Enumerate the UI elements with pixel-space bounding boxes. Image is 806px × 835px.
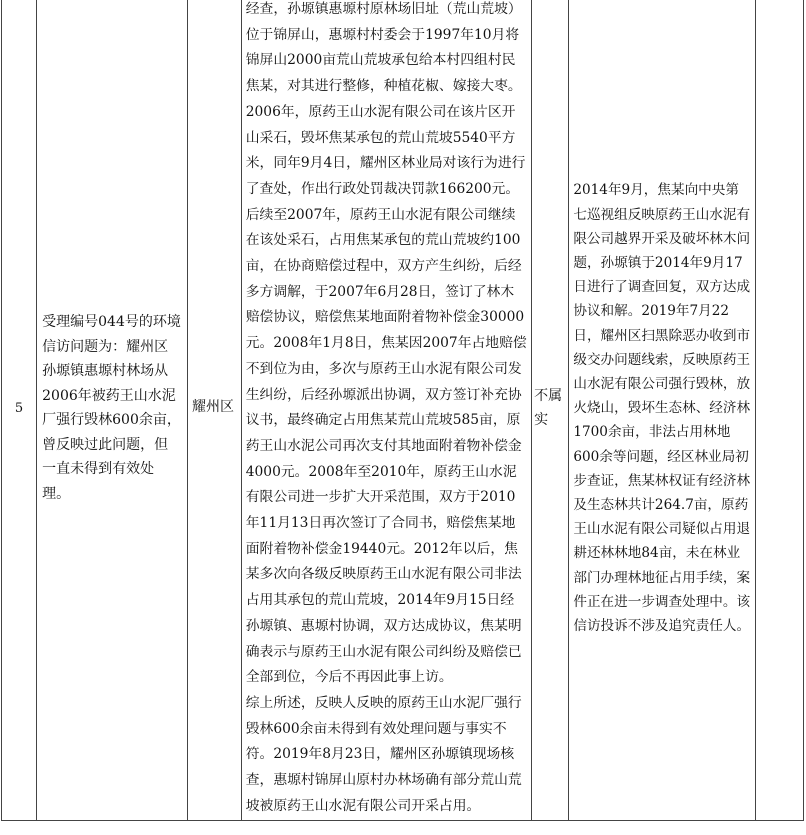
extra-cell: [756, 0, 804, 820]
issue-cell: [37, 0, 188, 820]
handling-text: 2014年9月，焦某向中央第七巡视组反映原药王山水泥有限公司越界开采及破坏林木问题，孙塬镇于2014年9月17日进行了调查回复，双方达成协议和解。2019年7月22日，耀州区扫黑除恶办收到市级交办问题线索，反映原药王山水泥有限公司强行毁林，放火烧山，毁坏生态林、经济林1700余亩，非法占用林地600余等问题，经区林业局初步查证，焦某林权证有经济林及生态林共计264.7亩，原药王山水泥有限公司疑似占用退耕还林林地84亩，未在林业部门办理林地征占用手续，案件正在进一步调查处理中。该信访投诉不涉及追究责任人。: [573, 182, 751, 634]
district-text: 耀州区: [192, 399, 235, 416]
district-cell: [188, 0, 242, 820]
verdict-cell: [532, 0, 569, 820]
verdict-text: 不属实: [534, 388, 563, 429]
row-number: 5: [14, 400, 24, 416]
complaint-table: [1, 0, 804, 821]
investigation-cell: [241, 0, 531, 820]
issue-text: 受理编号044号的环境信访问题为：耀州区孙塬镇惠塬村林场从2006年被药王山水泥厂强行毁林600余亩，曾反映过此问题，但一直未得到有效处理。: [42, 314, 181, 502]
investigation-paragraph-2: 综上所述，反映人反映的原药王山水泥厂强行毁林600余亩未得到有效处理问题与事实不符。2019年8月23日，耀州区孙塬镇现场核查，惠塬村锦屏山原村办林场确有部分荒山荒坡被原药王山水泥有限公司开采占用。: [245, 694, 522, 814]
row-number-cell: [2, 0, 37, 820]
table-row: [2, 0, 804, 820]
handling-cell: [569, 0, 756, 820]
investigation-paragraph-1: 经查，孙塬镇惠塬村原林场旧址（荒山荒坡）位于锦屏山，惠塬村村委会于1997年10月将锦屏山2000亩荒山荒坡承包给本村四组村民焦某，对其进行整修，种植花椒、嫁接大枣。2006年，原药王山水泥有限公司在该片区开山采石，毁坏焦某承包的荒山荒坡5540平方米，同年9月4日，耀州区林业局对该行为进行了查处，作出行政处罚裁决罚款166200元。后续至2007年，原药王山水泥有限公司继续在该处采石，占用焦某承包的荒山荒坡约100亩，在协商赔偿过程中，双方产生纠纷，后经多方调解，于2007年6月28日，签订了林木赔偿协议，赔偿焦某地面附着物补偿金30000元。2008年1月8日，焦某因2007年占地赔偿不到位为由，多次与原药王山水泥有限公司发生纠纷，后经孙塬派出协调，双方签订补充协议书，最终确定占用焦某荒山荒坡585亩，原药王山水泥公司再次支付其地面附着物补偿金4000元。2008年至2010年，原药王山水泥有限公司进一步扩大开采范围，双方于2010年11月13日再次签订了合同书，赔偿焦某地面附着物补偿金19440元。2012年以后，焦某多次向各级反映原药王山水泥有限公司非法占用其承包的荒山荒坡，2014年9月15日经孙塬镇、惠塬村协调，双方达成协议，焦某明确表示与原药王山水泥有限公司纠纷及赔偿已全部到位，今后不再因此事上访。: [245, 1, 527, 686]
